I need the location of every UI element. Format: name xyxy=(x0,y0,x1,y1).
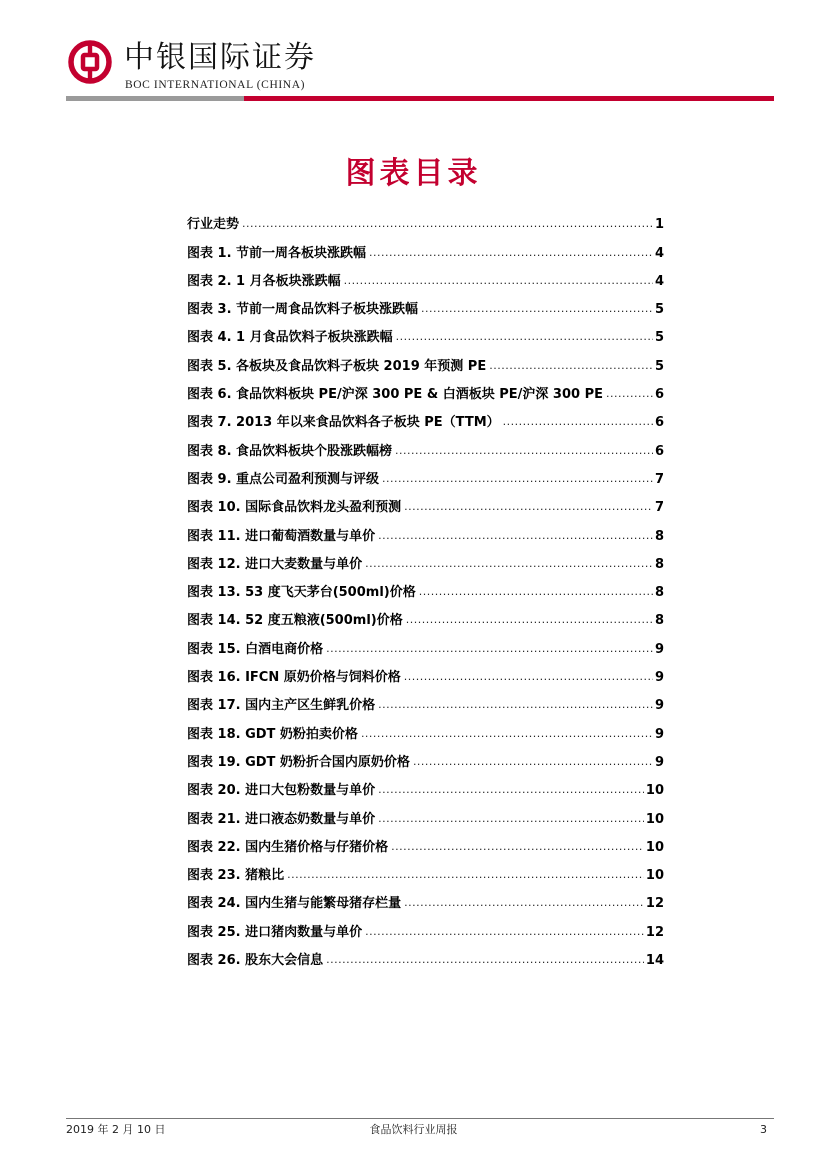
toc-dot-leader xyxy=(365,556,653,574)
toc-dot-leader xyxy=(326,952,644,970)
header-rule-grey xyxy=(66,96,244,101)
footer-date: 2019 年 2 月 10 日 xyxy=(66,1123,166,1136)
toc-entry-page: 10 xyxy=(645,811,664,827)
toc-entry-page: 9 xyxy=(654,641,664,657)
toc-dot-leader xyxy=(361,726,653,744)
toc-entry-label: 图表 8. 食品饮料板块个股涨跌幅榜 xyxy=(187,443,393,459)
toc-entry-label: 图表 23. 猪粮比 xyxy=(187,868,285,884)
toc-dot-leader xyxy=(395,443,653,461)
toc-entry-label: 图表 17. 国内主产区生鲜乳价格 xyxy=(187,698,376,714)
toc-dot-leader xyxy=(503,414,653,432)
toc-entry-page: 5 xyxy=(654,358,664,374)
toc-entry-page: 6 xyxy=(654,443,664,459)
toc-entry-label: 图表 25. 进口猪肉数量与单价 xyxy=(187,924,363,940)
toc-entry-label: 图表 2. 1 月各板块涨跌幅 xyxy=(187,273,341,289)
toc-dot-leader xyxy=(369,245,653,263)
toc-entry-label: 图表 19. GDT 奶粉折合国内原奶价格 xyxy=(187,754,410,770)
toc-entry-label: 图表 14. 52 度五粮液(500ml)价格 xyxy=(187,613,403,629)
toc-dot-leader xyxy=(489,358,653,376)
toc-entry[interactable] xyxy=(187,206,664,234)
toc-entry-label: 图表 12. 进口大麦数量与单价 xyxy=(187,556,363,572)
toc-entry[interactable] xyxy=(187,687,664,715)
toc-entry[interactable] xyxy=(187,630,664,658)
footer-report-name: 食品饮料行业周报 xyxy=(369,1123,458,1136)
toc-entry[interactable] xyxy=(187,659,664,687)
toc-dot-leader xyxy=(419,584,653,602)
toc-entry-page: 10 xyxy=(645,783,664,799)
toc-dot-leader xyxy=(421,301,653,319)
toc-entry[interactable] xyxy=(187,913,664,941)
toc-entry-page: 8 xyxy=(654,585,664,601)
toc-entry-label: 图表 6. 食品饮料板块 PE/沪深 300 PE & 白酒板块 PE/沪深 300 PE xyxy=(187,387,603,403)
toc-entry-label: 图表 26. 股东大会信息 xyxy=(187,953,324,969)
toc-entry-page: 6 xyxy=(654,387,664,403)
toc-entry-label: 图表 1. 节前一周各板块涨跌幅 xyxy=(187,245,367,261)
toc-entry-page: 8 xyxy=(654,556,664,572)
toc-entry[interactable] xyxy=(187,602,664,630)
toc-dot-leader xyxy=(391,839,644,857)
toc-dot-leader xyxy=(413,754,653,772)
toc-dot-leader xyxy=(378,782,644,800)
toc-entry[interactable] xyxy=(187,517,664,545)
toc-entry[interactable] xyxy=(187,574,664,602)
toc-entry[interactable] xyxy=(187,489,664,517)
toc-entry-page: 8 xyxy=(654,528,664,544)
toc-entry-label: 图表 24. 国内生猪与能繁母猪存栏量 xyxy=(187,896,402,912)
toc-entry[interactable] xyxy=(187,800,664,828)
toc-entry-page: 6 xyxy=(654,415,664,431)
toc-entry[interactable] xyxy=(187,857,664,885)
table-of-contents xyxy=(187,206,664,970)
toc-entry-page: 10 xyxy=(645,868,664,884)
toc-entry-label: 图表 9. 重点公司盈利预测与评级 xyxy=(187,471,380,487)
toc-dot-leader xyxy=(382,471,653,489)
toc-dot-leader xyxy=(378,811,644,829)
toc-entry-page: 10 xyxy=(645,839,664,855)
toc-entry[interactable] xyxy=(187,319,664,347)
toc-dot-leader xyxy=(406,612,653,630)
toc-entry[interactable] xyxy=(187,772,664,800)
page-header xyxy=(66,36,774,102)
toc-dot-leader xyxy=(378,697,653,715)
toc-entry-page: 12 xyxy=(645,924,664,940)
toc-dot-leader xyxy=(378,528,653,546)
toc-dot-leader xyxy=(396,329,653,347)
header-rule-red xyxy=(244,96,774,101)
toc-dot-leader xyxy=(344,273,653,291)
toc-entry-page: 8 xyxy=(654,613,664,629)
toc-dot-leader xyxy=(404,895,644,913)
toc-entry[interactable] xyxy=(187,404,664,432)
footer-rule xyxy=(66,1118,774,1119)
toc-entry-label: 图表 13. 53 度飞天茅台(500ml)价格 xyxy=(187,585,416,601)
toc-entry-page: 9 xyxy=(654,754,664,770)
toc-entry[interactable] xyxy=(187,461,664,489)
toc-entry[interactable] xyxy=(187,263,664,291)
toc-entry-page: 4 xyxy=(654,245,664,261)
toc-entry-label: 图表 11. 进口葡萄酒数量与单价 xyxy=(187,528,376,544)
toc-entry-page: 9 xyxy=(654,726,664,742)
toc-entry-label: 图表 10. 国际食品饮料龙头盈利预测 xyxy=(187,500,402,516)
toc-dot-leader xyxy=(326,641,653,659)
toc-entry-label: 图表 16. IFCN 原奶价格与饲料价格 xyxy=(187,670,401,686)
toc-entry-page: 12 xyxy=(645,896,664,912)
toc-title: 图表目录 xyxy=(345,156,482,191)
toc-entry-label: 行业走势 xyxy=(187,217,240,233)
toc-entry-label: 图表 22. 国内生猪价格与仔猪价格 xyxy=(187,839,389,855)
toc-entry[interactable] xyxy=(187,432,664,460)
toc-entry-page: 5 xyxy=(654,302,664,318)
toc-dot-leader xyxy=(287,867,644,885)
toc-entry[interactable] xyxy=(187,942,664,970)
toc-entry-page: 14 xyxy=(645,953,664,969)
toc-dot-leader xyxy=(365,924,644,942)
toc-entry[interactable] xyxy=(187,347,664,375)
toc-entry-page: 9 xyxy=(654,670,664,686)
toc-entry-label: 图表 21. 进口液态奶数量与单价 xyxy=(187,811,376,827)
toc-dot-leader xyxy=(606,386,653,404)
toc-entry-page: 9 xyxy=(654,698,664,714)
footer-page-number: 3 xyxy=(760,1123,767,1136)
toc-entry[interactable] xyxy=(187,376,664,404)
toc-entry-label: 图表 4. 1 月食品饮料子板块涨跌幅 xyxy=(187,330,393,346)
brand-name-en: BOC INTERNATIONAL (CHINA) xyxy=(125,79,306,91)
toc-entry[interactable] xyxy=(187,291,664,319)
toc-entry-page: 7 xyxy=(654,500,664,516)
toc-entry[interactable] xyxy=(187,546,664,574)
toc-entry[interactable] xyxy=(187,885,664,913)
toc-dot-leader xyxy=(404,669,653,687)
toc-entry-label: 图表 20. 进口大包粉数量与单价 xyxy=(187,783,376,799)
toc-entry[interactable] xyxy=(187,234,664,262)
toc-entry-label: 图表 15. 白酒电商价格 xyxy=(187,641,324,657)
boc-logo-icon xyxy=(68,40,112,84)
toc-dot-leader xyxy=(404,499,653,517)
toc-entry-page: 7 xyxy=(654,471,664,487)
toc-entry[interactable] xyxy=(187,829,664,857)
toc-entry-page: 5 xyxy=(654,330,664,346)
toc-entry-page: 1 xyxy=(654,217,664,233)
toc-entry[interactable] xyxy=(187,715,664,743)
toc-entry[interactable] xyxy=(187,744,664,772)
brand-name-cn: 中银国际证券 xyxy=(124,40,316,75)
toc-entry-page: 4 xyxy=(654,273,664,289)
toc-entry-label: 图表 5. 各板块及食品饮料子板块 2019 年预测 PE xyxy=(187,358,487,374)
toc-entry-label: 图表 18. GDT 奶粉拍卖价格 xyxy=(187,726,358,742)
toc-entry-label: 图表 3. 节前一周食品饮料子板块涨跌幅 xyxy=(187,302,419,318)
toc-dot-leader xyxy=(242,216,653,234)
toc-entry-label: 图表 7. 2013 年以来食品饮料各子板块 PE（TTM） xyxy=(187,415,500,431)
